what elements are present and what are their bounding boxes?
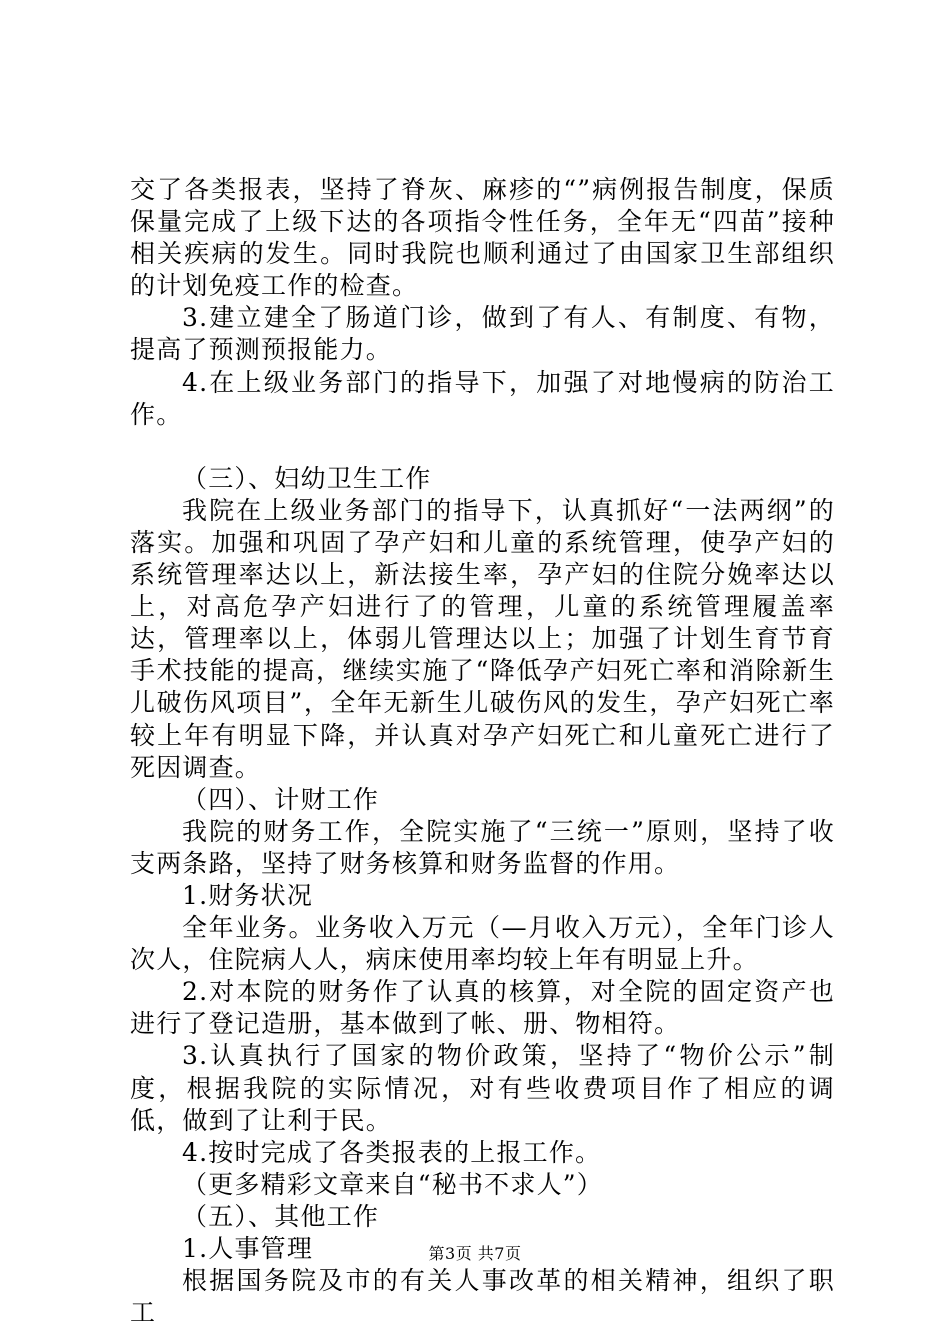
paragraph-accounting: 2.对本院的财务作了认真的核算，对全院的固定资产也进行了登记造册，基本做到了帐、册、物相符。	[130, 977, 835, 1039]
paragraph-source-note: （更多精彩文章来自“秘书不求人”）	[182, 1169, 603, 1199]
paragraph-chronic-disease: 4.在上级业务部门的指导下，加强了对地慢病的防治工作。	[130, 367, 835, 429]
subheading-personnel: 1.人事管理	[182, 1234, 314, 1263]
paragraph-maternal-child: 我院在上级业务部门的指导下，认真抓好“一法两纲”的落实。加强和巩固了孕产妇和儿童的系统管理，使孕产妇的系统管理率达以上，新法接生率，孕产妇的住院分娩率达以上，对高危孕产妇进行了的管理，儿童的系统管理履盖率达，管理率以上，体弱儿管理达以上；加强了计划生育节育手术技能的提高，继续实施了“降低孕产妇死亡率和消除新生儿破伤风项目”，全年无新生儿破伤风的发生，孕产妇死亡率较上年有明显下降，并认真对孕产妇死亡和儿童死亡进行了死因调查。	[130, 495, 835, 782]
document-body	[130, 174, 835, 1329]
section-heading-maternal-child: （三）、妇幼卫生工作	[182, 463, 432, 493]
paragraph-reports: 4.按时完成了各类报表的上报工作。	[182, 1137, 602, 1167]
paragraph-pricing-policy: 3.认真执行了国家的物价政策，坚持了“物价公示”制度，根据我院的实际情况，对有些收费项目作了相应的调低，做到了让利于民。	[130, 1041, 835, 1135]
paragraph-personnel: 根据国务院及市的有关人事改革的相关精神，组织了职工	[130, 1266, 835, 1328]
section-heading-other-work: （五）、其他工作	[182, 1201, 380, 1231]
paragraph-finance-status: 全年业务。业务收入万元（—月收入万元），全年门诊人次人，住院病人人，病床使用率均较上年有明显上升。	[130, 913, 835, 975]
subheading-finance-status: 1.财务状况	[182, 880, 314, 910]
paragraph-finance-intro: 我院的财务工作，全院实施了“三统一”原则，坚持了收支两条路，坚持了财务核算和财务监督的作用。	[130, 816, 835, 878]
page-footer	[0, 1244, 950, 1264]
section-heading-finance: （四）、计财工作	[182, 784, 380, 814]
paragraph-intestinal-clinic: 3.建立建全了肠道门诊，做到了有人、有制度、有物，提高了预测预报能力。	[130, 303, 835, 365]
page-number: 第3页 共7页	[428, 1244, 522, 1263]
paragraph-immunization-continued: 交了各类报表，坚持了脊灰、麻疹的“”病例报告制度，保质保量完成了上级下达的各项指令性任务，全年无“四苗”接种相关疾病的发生。同时我院也顺利通过了由国家卫生部组织的计划免疫工作的检查。	[130, 175, 835, 301]
paragraph-spacer	[130, 431, 835, 463]
